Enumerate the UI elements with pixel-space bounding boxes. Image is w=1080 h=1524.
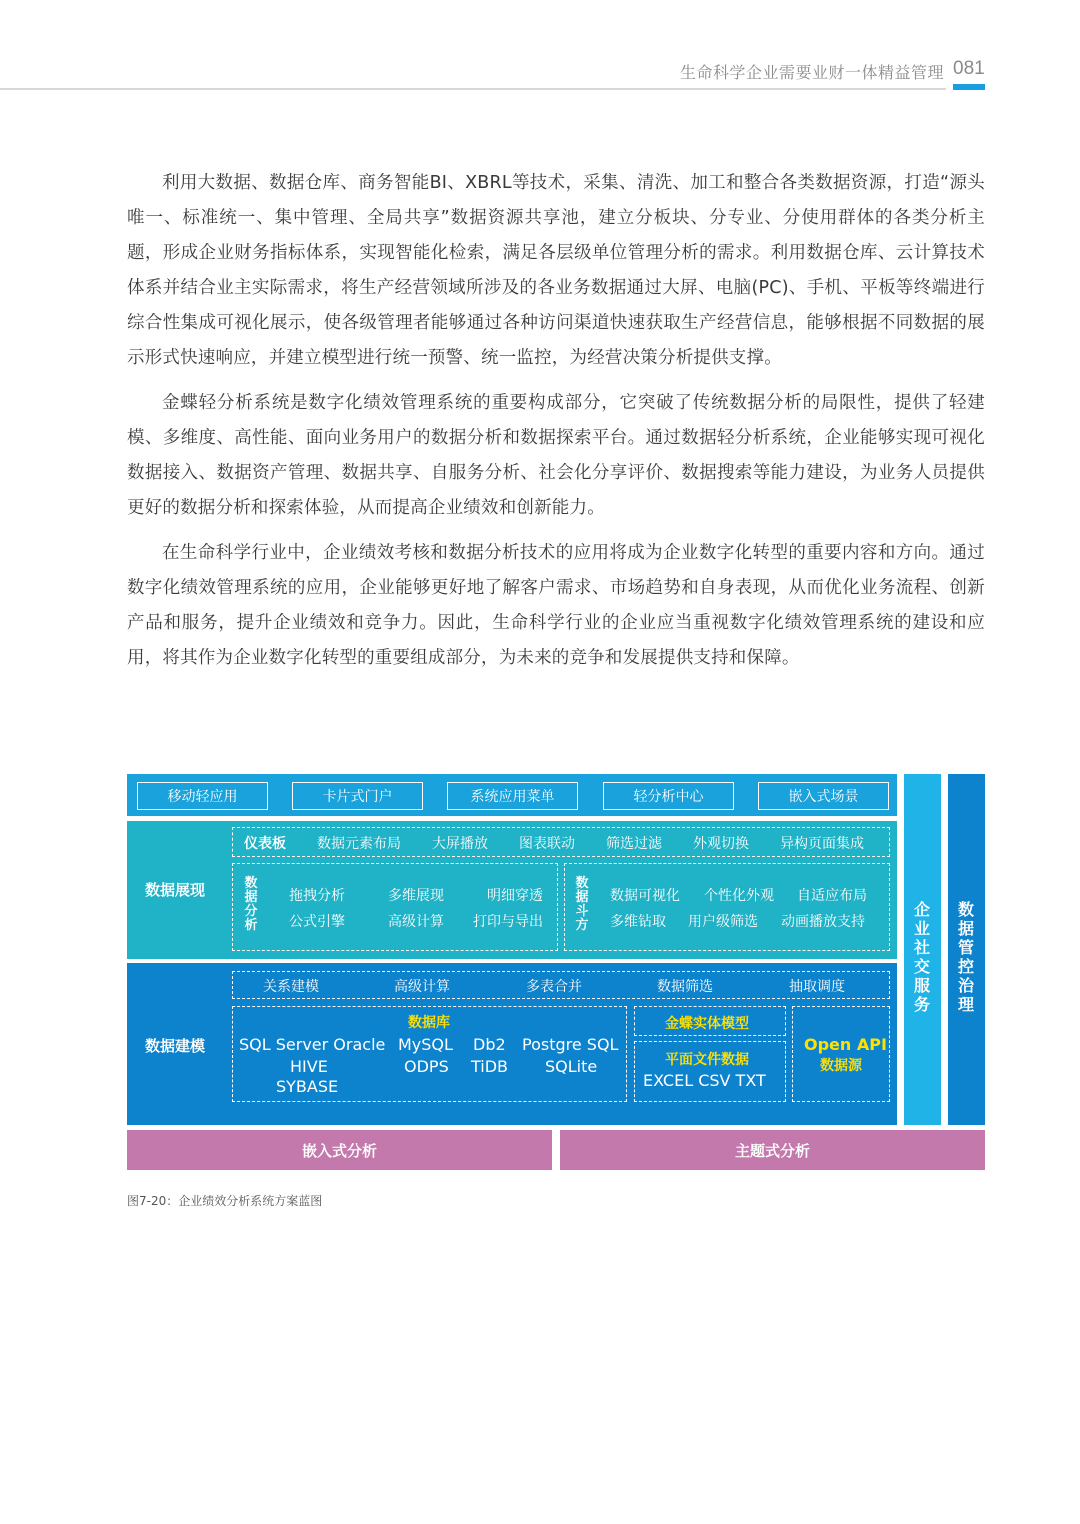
database-item: TiDB xyxy=(471,1057,509,1076)
dashboard-label: 仪表板 xyxy=(244,836,286,852)
database-item: MySQL xyxy=(398,1035,453,1054)
open-api-box xyxy=(792,1006,890,1102)
dashboard-item: 大屏播放 xyxy=(432,836,488,852)
cube-item: 动画播放支持 xyxy=(781,914,865,930)
top-item-portal: 卡片式门户 xyxy=(292,782,423,810)
top-item-mobile: 移动轻应用 xyxy=(137,782,268,810)
cube-label: 数据斗方 xyxy=(575,876,589,933)
cube-item: 数据可视化 xyxy=(610,888,680,904)
paragraph: 利用大数据、数据仓库、商务智能BI、XBRL等技术，采集、清洗、加工和整合各类数据资源，打造“源头唯一、标准统一、集中管理、全局共享”数据资源共享池，建立分板块、分专业、分使用群体的各类分析主题，形成企业财务指标体系，实现智能化检索，满足各层级单位管理分析的需求。利用数据仓库、云计算技术体系并结合业主实际需求，将生产经营领域所涉及的各业务数据通过大屏、电脑(PC)、手机、平板等终端进行综合性集成可视化展示，使各级管理者能够通过各种访问渠道快速获取生产经营信息，能够根据不同数据的展示形式快速响应，并建立模型进行统一预警、统一监控，为经营决策分析提供支撑。 xyxy=(127,173,985,368)
cube-item: 自适应布局 xyxy=(797,888,867,904)
thematic-analysis-label: 主题式分析 xyxy=(734,1141,810,1160)
social-service-bar xyxy=(904,774,941,1125)
database-item: SQLite xyxy=(545,1057,598,1076)
running-header-title: 生命科学企业需要业财一体精益管理 xyxy=(679,63,944,82)
database-item: Db2 xyxy=(473,1035,506,1054)
database-item: SQL Server Oracle xyxy=(239,1035,386,1054)
page-number: 081 xyxy=(953,58,985,79)
analysis-item: 明细穿透 xyxy=(487,888,543,904)
top-item-menu: 系统应用菜单 xyxy=(447,782,578,810)
modeling-item: 高级计算 xyxy=(394,979,450,995)
cube-box xyxy=(564,863,890,951)
social-service-label: 企业社交服务 xyxy=(913,900,930,1014)
figure-caption: 图7-20：企业绩效分析系统方案蓝图 xyxy=(127,1194,323,1208)
data-modeling-block xyxy=(127,963,897,1125)
data-governance-bar xyxy=(948,774,985,1125)
thematic-analysis-bar xyxy=(560,1130,985,1170)
modeling-item: 多表合并 xyxy=(526,979,582,995)
dashboard-item: 外观切换 xyxy=(693,836,749,852)
modeling-item: 抽取调度 xyxy=(789,979,845,995)
database-item: HIVE xyxy=(290,1057,328,1076)
cube-item: 个性化外观 xyxy=(704,888,774,904)
dashboard-item: 筛选过滤 xyxy=(606,836,662,852)
body-text xyxy=(127,166,985,686)
data-governance-label: 数据管控治理 xyxy=(957,900,974,1014)
paragraph: 金蝶轻分析系统是数字化绩效管理系统的重要构成部分，它突破了传统数据分析的局限性，提供了轻建模、多维度、高性能、面向业务用户的数据分析和数据探索平台。通过数据轻分析系统，企业能够实现可视化数据接入、数据资产管理、数据共享、自服务分析、社会化分享评价、数据搜索等能力建设，为业务人员提供更好的数据分析和探索体验，从而提高企业绩效和创新能力。 xyxy=(127,393,985,518)
top-item-center: 轻分析中心 xyxy=(603,782,734,810)
dashboard-item: 数据元素布局 xyxy=(317,836,401,852)
database-item: SYBASE xyxy=(276,1077,339,1096)
data-display-label: 数据展现 xyxy=(145,881,206,899)
dashboard-item: 图表联动 xyxy=(519,836,575,852)
header-accent-bar xyxy=(953,84,985,90)
dashboard-item: 异构页面集成 xyxy=(780,836,864,852)
embedded-analysis-label: 嵌入式分析 xyxy=(301,1141,377,1160)
cube-item: 用户级筛选 xyxy=(688,914,758,930)
architecture-diagram xyxy=(127,774,985,1170)
analysis-item: 打印与导出 xyxy=(473,914,543,930)
open-api-label: Open API xyxy=(804,1035,887,1054)
analysis-item: 高级计算 xyxy=(388,914,444,930)
analysis-box xyxy=(232,863,558,951)
top-application-bar xyxy=(127,774,897,816)
database-label: 数据库 xyxy=(408,1015,450,1031)
database-item: Postgre SQL xyxy=(522,1035,619,1054)
modeling-item: 关系建模 xyxy=(263,979,319,995)
embedded-analysis-bar xyxy=(127,1130,552,1170)
modeling-item: 数据筛选 xyxy=(657,979,713,995)
database-item: ODPS xyxy=(404,1057,449,1076)
open-api-sublabel: 数据源 xyxy=(820,1058,862,1074)
flat-file-types: EXCEL CSV TXT xyxy=(643,1071,766,1090)
flat-file-label: 平面文件数据 xyxy=(665,1052,749,1068)
data-modeling-label: 数据建模 xyxy=(145,1037,206,1055)
cube-item: 多维钻取 xyxy=(610,914,666,930)
paragraph: 在生命科学行业中，企业绩效考核和数据分析技术的应用将成为企业数字化转型的重要内容和方向。通过数字化绩效管理系统的应用，企业能够更好地了解客户需求、市场趋势和自身表现，从而优化业务流程、创新产品和服务，提升企业绩效和竞争力。因此，生命科学行业的企业应当重视数字化绩效管理系统的建设和应用，将其作为企业数字化转型的重要组成部分，为未来的竞争和发展提供支持和保障。 xyxy=(127,543,985,668)
top-item-embedded: 嵌入式场景 xyxy=(758,782,889,810)
analysis-label: 数据分析 xyxy=(244,876,258,933)
data-display-block xyxy=(127,821,897,959)
header-divider xyxy=(0,88,946,90)
analysis-item: 多维展现 xyxy=(388,888,444,904)
entity-model-label: 金蝶实体模型 xyxy=(665,1016,749,1032)
analysis-item: 拖拽分析 xyxy=(289,888,345,904)
analysis-item: 公式引擎 xyxy=(289,914,345,930)
